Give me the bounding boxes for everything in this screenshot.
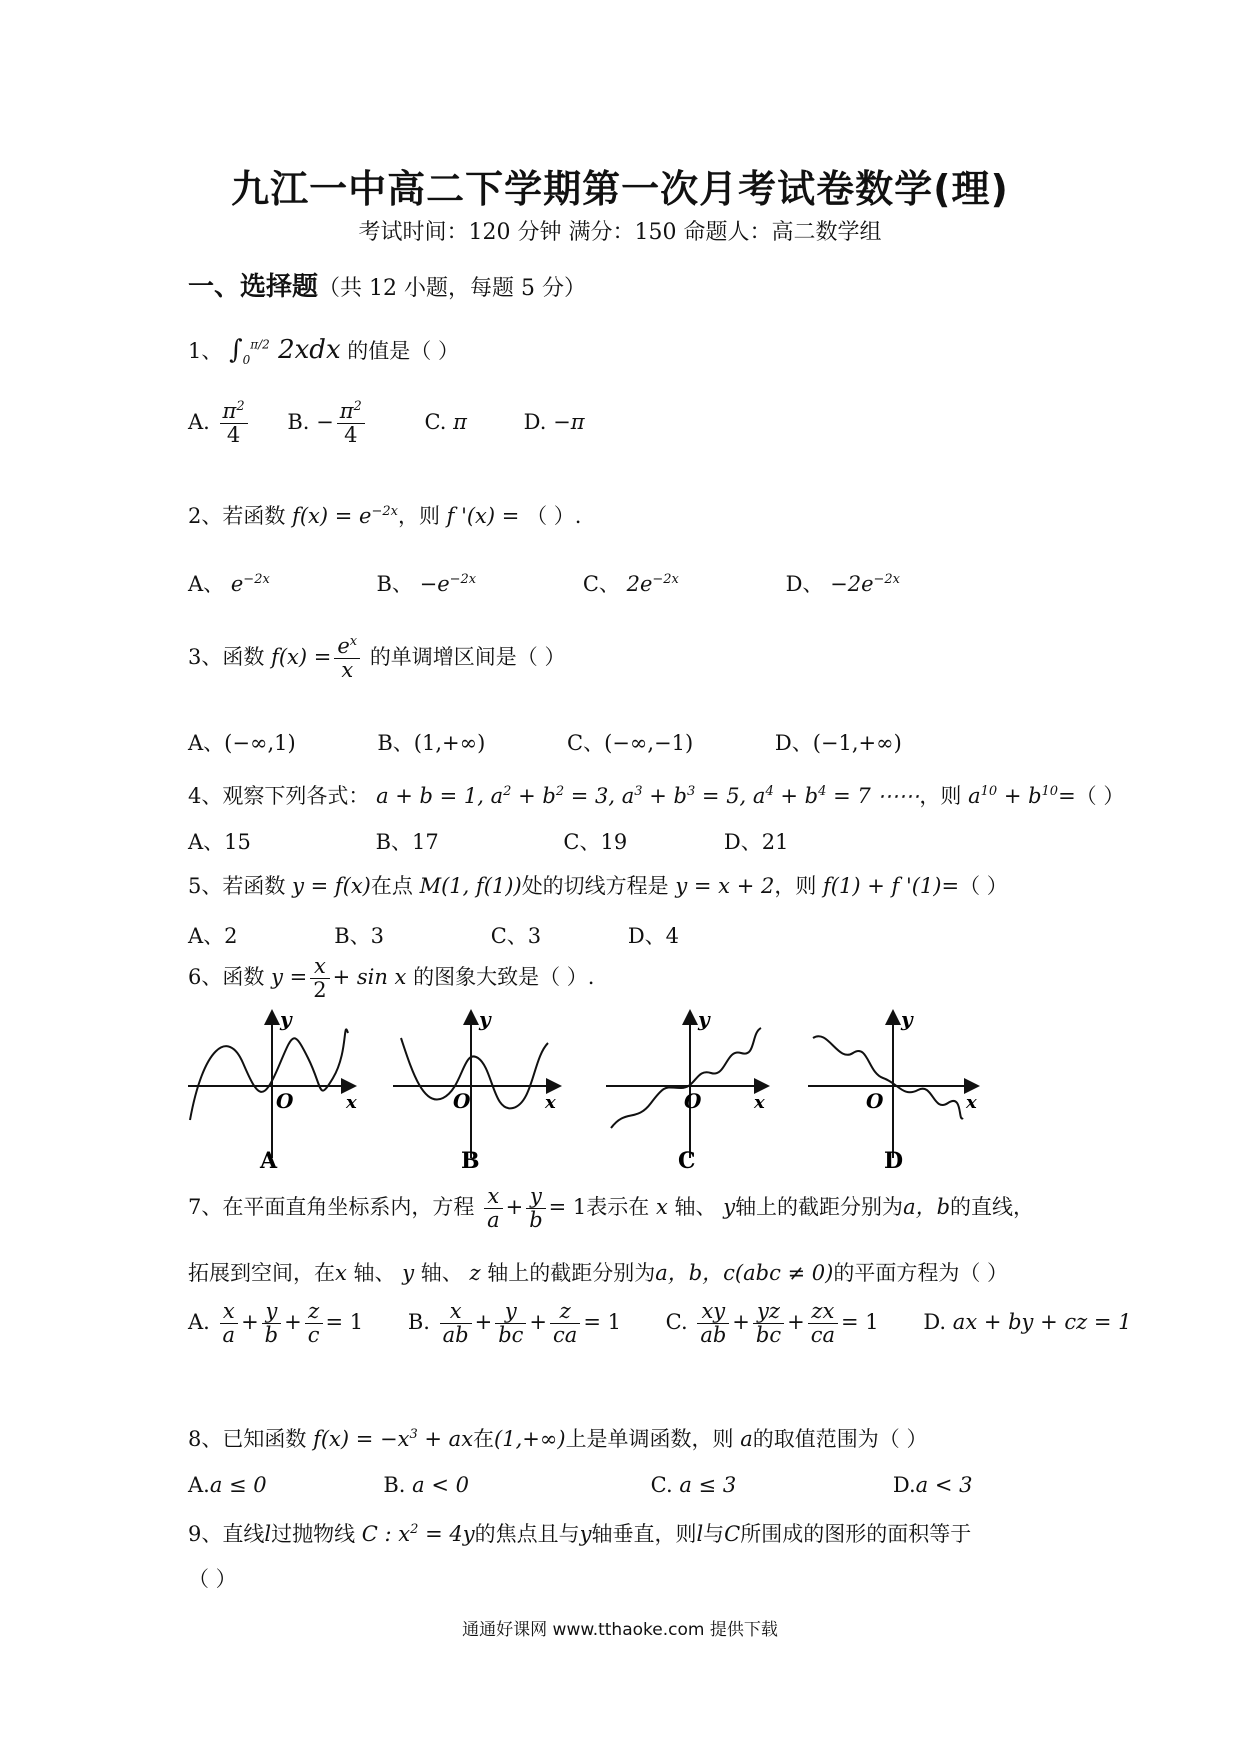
section-title: 一、选择题 — [188, 272, 319, 302]
graph-d — [808, 1008, 977, 1174]
question-6: 6、函数 y = $\frac{x}{2}$ + sin x 的图象大致是（ ）. — [188, 954, 595, 1003]
integral-expression: $\int_0^{\pi/2}$ 2xdx — [229, 335, 341, 368]
question-9-line2: （ ） — [188, 1567, 237, 1591]
question-7: 7、在平面直角坐标系内，方程 $\frac{x}{a}$ + $\frac{y}{b}$ = 1表示在 x 轴、 y轴上的截距分别为a，b的直线， — [188, 1184, 1035, 1233]
footer-credit: 通通好课网 www.tthaoke.com 提供下载 — [462, 1620, 778, 1640]
option-a: A、(−∞,1) — [188, 731, 296, 755]
option-d: D、(−1,+∞) — [774, 731, 902, 755]
question-9: 9、直线l过抛物线 C : $x^2 = 4y$的焦点且与y轴垂直，则l与C所围成的图形的面积等于 — [188, 1522, 972, 1546]
question-3-options — [188, 727, 902, 757]
svg-text:x: x — [966, 1092, 977, 1113]
graph-label-a: A — [260, 1148, 278, 1174]
question-5: 5、若函数 y = f(x)在点 M(1, f(1))处的切线方程是 y = x + 2，则 f(1) + f '(1)=（ ） — [188, 874, 1008, 898]
svg-text:O: O — [684, 1089, 702, 1113]
option-a: A、 $e^{-2x}$ — [188, 572, 270, 596]
question-5-options — [188, 920, 679, 950]
option-d: D、4 — [627, 924, 680, 948]
question-4: 4、观察下列各式： a + b = 1, $a^2 + b^2 = 3$, $a^3 + b^3 = 5$, $a^4 + b^4 = 7$ ⋯⋯，则 $a^{10} + b^{10}=$（ ） — [188, 784, 1125, 808]
graph-label-c: C — [678, 1148, 696, 1174]
question-3: 3、函数 f(x) = $\frac{e^x}{x}$ 的单调增区间是（ ） — [188, 634, 566, 683]
option-a: A.a ≤ 0 — [188, 1473, 267, 1497]
option-c: C. a ≤ 3 — [650, 1473, 737, 1497]
option-a: A、15 — [188, 830, 251, 854]
question-7-options — [188, 1300, 1132, 1347]
graph-a — [188, 1008, 357, 1174]
svg-text:O: O — [276, 1089, 294, 1113]
option-d: D、 $-2e^{-2x}$ — [785, 572, 900, 596]
svg-text:x: x — [346, 1092, 357, 1113]
option-d: D. −π — [523, 410, 585, 435]
question-8: 8、已知函数 $f(x) = -x^3$ + ax在(1,+∞)上是单调函数，则 a的取值范围为（ ） — [188, 1427, 928, 1451]
option-b: B. a < 0 — [383, 1473, 469, 1497]
svg-text:y: y — [698, 1008, 710, 1031]
option-d: D. ax + by + cz = 1 — [923, 1310, 1132, 1335]
option-a: A. $\frac{\pi^2}{4}$ — [188, 400, 251, 447]
graph-label-d: D — [884, 1148, 904, 1174]
question-2: 2、若函数 $f(x) = e^{-2x}$，则 f '(x) = （ ）. — [188, 504, 582, 528]
question-1-options — [188, 400, 585, 447]
option-a: A. $\frac{x}{a}$ + $\frac{y}{b}$ + $\frac{z}{c}$ = 1 — [188, 1299, 364, 1348]
option-b: B、 $-e^{-2x}$ — [376, 572, 477, 596]
option-b: B. − $\frac{\pi^2}{4}$ — [287, 400, 367, 447]
question-8-options — [188, 1473, 972, 1497]
option-b: B、3 — [334, 924, 385, 948]
option-c: C、 $2e^{-2x}$ — [582, 572, 679, 596]
section-note: （共 12 小题，每题 5 分） — [318, 276, 586, 301]
question-7-line2: 拓展到空间，在x 轴、 y 轴、 z 轴上的截距分别为a，b，c(abc ≠ 0)的平面方程为（ ） — [188, 1261, 1009, 1285]
option-c: C. π — [424, 410, 467, 435]
svg-text:x: x — [754, 1092, 765, 1113]
option-c: C、19 — [563, 830, 628, 854]
svg-text:y: y — [479, 1008, 491, 1031]
option-b: B、(1,+∞) — [377, 731, 486, 755]
svg-text:y: y — [280, 1008, 292, 1031]
exam-subtitle: 考试时间：120 分钟 满分：150 命题人：高二数学组 — [358, 220, 882, 245]
svg-text:O: O — [866, 1089, 884, 1113]
section-heading — [188, 266, 586, 303]
option-b: B、17 — [375, 830, 439, 854]
svg-text:x: x — [545, 1092, 556, 1113]
function-graphs — [188, 1008, 1008, 1178]
option-c: C、(−∞,−1) — [567, 731, 694, 755]
option-a: A、2 — [188, 924, 238, 948]
graph-label-b: B — [461, 1148, 480, 1174]
question-1: 1、 $\int_0^{\pi/2}$ 2xdx 的值是（ ） — [188, 335, 459, 368]
option-b: B. $\frac{x}{ab}$ + $\frac{y}{bc}$ + $\frac{z}{ca}$ = 1 — [407, 1299, 621, 1348]
question-4-options — [188, 826, 788, 856]
graph-c — [606, 1008, 766, 1174]
option-c: C. $\frac{xy}{ab}$ + $\frac{yz}{bc}$ + $\frac{zx}{ca}$ = 1 — [665, 1299, 879, 1348]
option-d: D.a < 3 — [892, 1473, 973, 1497]
svg-text:O: O — [453, 1089, 471, 1113]
exam-title: 九江一中高二下学期第一次月考试卷数学(理) — [231, 167, 1009, 211]
option-d: D、21 — [723, 830, 789, 854]
option-c: C、3 — [490, 924, 542, 948]
svg-text:y: y — [901, 1008, 913, 1031]
question-2-options — [188, 568, 900, 598]
graph-b — [393, 1008, 558, 1174]
